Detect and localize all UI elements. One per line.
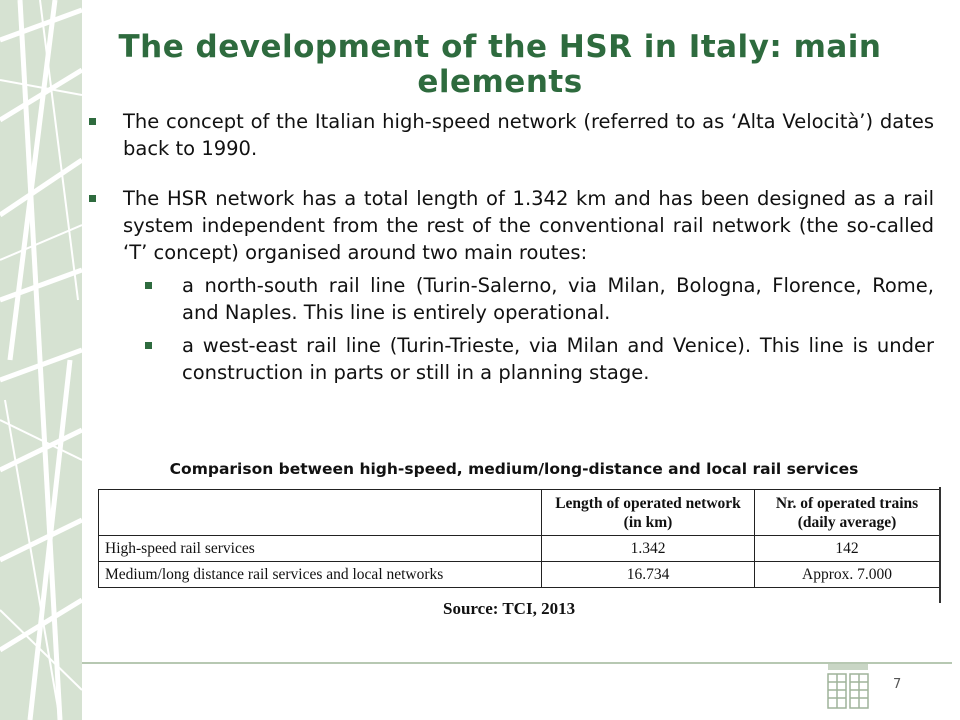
bullet-item xyxy=(86,108,934,162)
square-bullet-icon xyxy=(89,195,96,202)
square-bullet-icon xyxy=(145,282,152,289)
table-frame-edge xyxy=(939,487,941,603)
bullet-text: The concept of the Italian high-speed network (referred to as ‘Alta Velocità’) dates back to 1990. xyxy=(123,110,934,160)
slide-title: The development of the HSR in Italy: main elements xyxy=(118,29,882,100)
table-cell: Medium/long distance rail services and local networks xyxy=(99,562,542,588)
sub-bullet-item xyxy=(86,272,934,326)
bullet-text: The HSR network has a total length of 1.342 km and has been designed as a rail system independent from the rest of the conventional rail network (the so-called ‘T’ concept) organised around two main routes: xyxy=(123,187,934,264)
table-cell: Approx. 7.000 xyxy=(755,562,940,588)
sub-bullet-item xyxy=(86,332,934,386)
square-bullet-icon xyxy=(89,118,96,125)
table-header-cell: Nr. of operated trains (daily average) xyxy=(755,490,940,536)
street-map-pattern-icon xyxy=(0,0,82,720)
bullet-item xyxy=(86,185,934,266)
table-cell: 1.342 xyxy=(542,536,755,562)
building-logo-icon xyxy=(826,662,870,710)
page-number: 7 xyxy=(893,677,902,692)
table-row xyxy=(99,536,940,562)
table-source: Source: TCI, 2013 xyxy=(443,599,576,618)
bullet-text: a north-south rail line (Turin-Salerno, via Milan, Bologna, Florence, Rome, and Naples. This line is entirely operational. xyxy=(182,274,934,324)
comparison-table-image xyxy=(92,487,946,603)
bullet-text: a west-east rail line (Turin-Trieste, via Milan and Venice). This line is under construction in parts or still in a planning stage. xyxy=(182,334,934,384)
table-caption: Comparison between high-speed, medium/long-distance and local rail services xyxy=(169,460,859,478)
footer-divider xyxy=(82,662,952,664)
comparison-table xyxy=(98,489,940,588)
table-row xyxy=(99,562,940,588)
table-header-cell xyxy=(99,490,542,536)
decorative-sidebar xyxy=(0,0,82,720)
table-cell: 16.734 xyxy=(542,562,755,588)
table-cell: 142 xyxy=(755,536,940,562)
square-bullet-icon xyxy=(145,342,152,349)
bullet-list xyxy=(86,108,934,386)
table-cell: High-speed rail services xyxy=(99,536,542,562)
table-header-row xyxy=(99,490,940,536)
table-header-cell: Length of operated network (in km) xyxy=(542,490,755,536)
